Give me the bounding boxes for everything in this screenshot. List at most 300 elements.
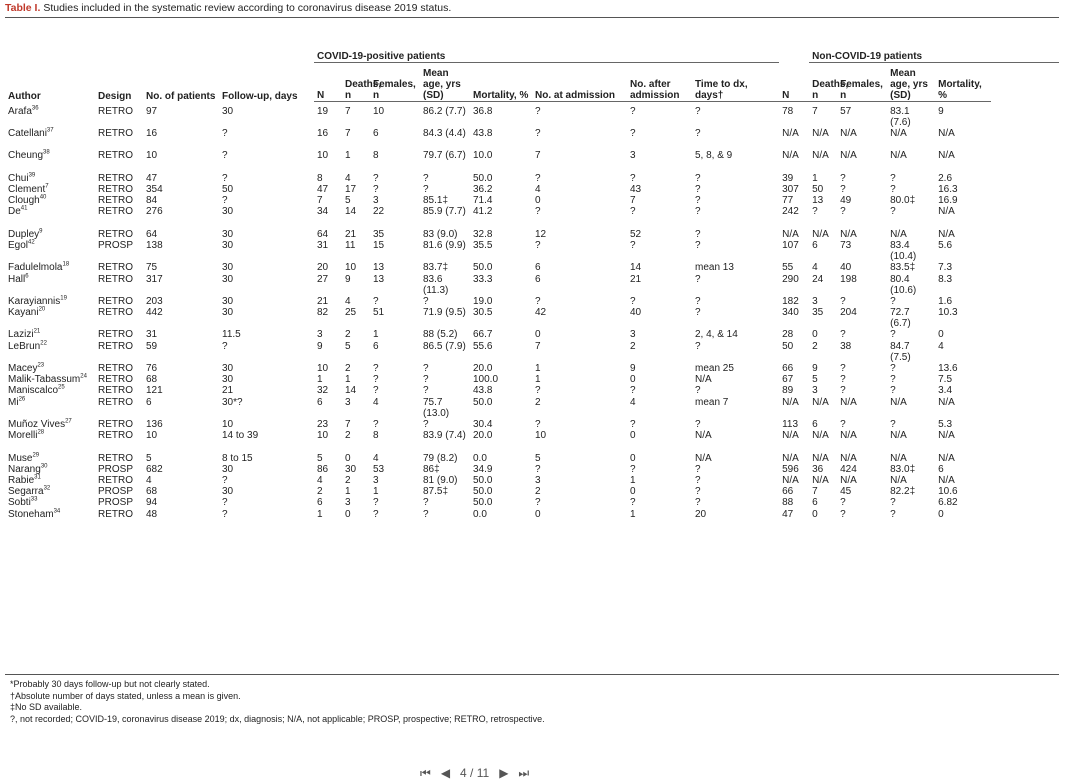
pos-age-cell: ? [423,508,429,520]
neg-females-cell: 40 [840,262,852,274]
neg-deaths-cell: N/A [812,452,829,464]
author-name: Mi [8,396,19,408]
table-row [5,262,1059,273]
pos-deaths-cell: 4 [345,172,351,184]
pos-mortality-cell: 50.0 [473,486,493,498]
time-dx-cell: ? [695,106,701,117]
neg-age-cell: 82.2‡ [890,486,916,498]
neg-mortality-cell: 7.5 [938,374,953,386]
at-admission-cell: ? [535,463,541,475]
neg-females-cell: ? [840,183,846,195]
pos-age-cell: 71.9 (9.5) [423,307,466,319]
at-admission-cell: ? [535,128,541,139]
author-cell [5,385,95,396]
neg-females-cell: 57 [840,106,852,117]
design-cell: PROSP [98,497,134,509]
footnote: *Probably 30 days follow-up but not clearly stated. [10,679,210,689]
design-cell: RETRO [98,363,133,375]
pos-mortality-cell: 30.5 [473,307,493,319]
at-admission-cell: 42 [535,307,547,319]
after-admission-cell: ? [630,385,636,397]
neg-n-cell: 107 [782,239,799,251]
neg-deaths-cell: N/A [812,150,829,162]
neg-n-cell: 113 [782,419,799,430]
design-cell: RETRO [98,474,133,486]
pos-females-cell: 8 [373,150,379,162]
neg-deaths-cell: 13 [812,195,824,207]
neg-females-cell: N/A [840,228,857,240]
at-admission-cell: ? [535,206,541,218]
followup-cell: ? [222,195,228,207]
neg-n-cell: 290 [782,273,799,285]
neg-age-cell: ? [890,497,896,509]
author-name: Macey [8,363,38,375]
neg-age-cell: 83.1 (7.6) [890,106,911,128]
neg-mortality-cell: N/A [938,474,955,486]
after-admission-cell: 3 [630,329,636,341]
neg-deaths-cell: 6 [812,239,818,251]
design-cell: RETRO [98,385,133,397]
neg-deaths-cell: 0 [812,329,818,341]
design-cell: RETRO [98,195,133,207]
after-admission-cell: ? [630,206,636,218]
n-patients-cell: 84 [146,195,158,207]
author-cell [5,184,95,195]
pos-age-cell: 84.3 (4.4) [423,128,466,139]
after-admission-cell: 1 [630,474,636,486]
design-cell: RETRO [98,172,133,184]
time-dx-cell: ? [695,419,701,430]
n-patients-cell: 68 [146,486,158,498]
table-row [5,497,1059,508]
pos-mortality-cell: 34.9 [473,463,493,475]
pos-n-cell: 6 [317,396,323,408]
reference-number: 42 [28,239,35,246]
author-name: Kayani [8,307,39,319]
pos-age-cell: ? [423,363,429,375]
pos-age-cell: ? [423,183,429,195]
prev-page-button[interactable]: ◀ [440,766,451,780]
author-name: De [8,206,21,218]
at-admission-cell: ? [535,419,541,430]
neg-n-cell: N/A [782,430,799,442]
n-patients-cell: 682 [146,463,163,475]
pos-mortality-cell: 50.0 [473,262,493,274]
pos-mortality-cell: 55.6 [473,340,493,352]
pos-females-cell: ? [373,508,379,520]
neg-mortality-cell: 16.3 [938,183,958,195]
pos-n-cell: 64 [317,228,329,240]
reference-number: 40 [39,194,47,201]
pos-n-cell: 31 [317,239,329,251]
after-admission-cell: 7 [630,195,636,207]
neg-deaths-cell: N/A [812,430,829,442]
pos-deaths-cell: 25 [345,307,357,319]
author-cell [5,274,95,296]
col-after-admission: No. after admission [627,63,692,102]
design-cell: RETRO [98,452,133,464]
author-name: Chui [8,172,29,184]
neg-age-cell: N/A [890,396,907,408]
col-pos-n: N [314,63,342,102]
neg-females-cell: 49 [840,195,852,207]
followup-cell: 21 [222,385,234,397]
pos-females-cell: 1 [373,486,379,498]
author-name: Arafa [8,105,32,117]
table-row [5,475,1059,486]
n-patients-cell: 64 [146,228,158,240]
next-page-button[interactable]: ▶ [499,766,509,780]
neg-age-cell: 80.4 (10.6) [890,273,917,296]
author-cell [5,486,95,497]
neg-mortality-cell: 8.3 [938,273,953,285]
n-patients-cell: 442 [146,307,163,319]
footnote: †Absolute number of days stated, unless a mean is given. [10,690,241,701]
pos-deaths-cell: 2 [345,329,351,341]
neg-age-cell: N/A [890,474,907,486]
pos-females-cell: ? [373,172,379,184]
neg-age-cell: 72.7 (6.7) [890,307,911,330]
followup-cell: 30 [222,206,234,218]
author-name: Morelli [8,430,38,442]
neg-n-cell: N/A [782,128,799,139]
neg-mortality-cell: 10.3 [938,307,958,319]
pos-n-cell: 20 [317,262,329,274]
after-admission-cell: ? [630,497,636,509]
followup-cell: 30 [222,228,234,240]
author-cell [5,341,95,363]
pos-n-cell: 19 [317,106,329,117]
author-name: Segarra [8,486,44,498]
neg-females-cell: N/A [840,128,857,139]
pos-age-cell: ? [423,419,429,430]
pos-age-cell: 87.5‡ [423,486,449,498]
pos-n-cell: 3 [317,329,323,341]
neg-females-cell: N/A [840,150,857,162]
neg-n-cell: 340 [782,307,799,319]
pos-age-cell: 83.7‡ [423,262,449,274]
reference-number: 27 [65,418,72,425]
neg-age-cell: N/A [890,430,907,442]
reference-number: 23 [37,362,45,369]
author-name: Malik-Tabassum [8,374,81,386]
time-dx-cell: ? [695,307,701,319]
reference-number: 9 [39,228,43,235]
pos-deaths-cell: 7 [345,128,351,139]
time-dx-cell: ? [695,228,701,240]
neg-females-cell: 38 [840,340,852,352]
design-cell: RETRO [98,340,133,352]
after-admission-cell: 3 [630,150,636,162]
neg-females-cell: 73 [840,239,852,251]
neg-age-cell: 83.4 (10.4) [890,239,917,262]
author-cell [5,363,95,374]
pos-deaths-cell: 5 [345,195,351,207]
design-cell: RETRO [98,273,133,285]
first-page-button[interactable]: ⏮ [420,766,431,780]
at-admission-cell: 0 [535,508,541,520]
time-dx-cell: ? [695,295,701,307]
neg-n-cell: 66 [782,486,794,498]
neg-deaths-cell: 6 [812,497,818,509]
design-cell: RETRO [98,374,133,386]
pos-females-cell: ? [373,363,379,375]
pos-age-cell: 88 (5.2) [423,329,458,341]
pos-age-cell: 85.1‡ [423,195,449,207]
neg-deaths-cell: ? [812,206,818,218]
pos-females-cell: 4 [373,452,379,464]
group-covid-positive: COVID-19-positive patients [314,34,779,63]
reference-number: 39 [28,172,36,179]
neg-deaths-cell: N/A [812,128,829,139]
neg-deaths-cell: 5 [812,374,818,386]
at-admission-cell: 4 [535,183,541,195]
pos-mortality-cell: 20.0 [473,430,493,442]
neg-deaths-cell: 24 [812,273,824,285]
pos-females-cell: ? [373,385,379,397]
pos-females-cell: 6 [373,128,379,139]
author-cell [5,464,95,475]
pos-mortality-cell: 36.8 [473,106,493,117]
reference-number: 37 [46,127,54,134]
pos-n-cell: 86 [317,463,329,475]
table-row [5,240,1059,262]
pos-n-cell: 6 [317,497,323,509]
at-admission-cell: 3 [535,474,541,486]
pos-mortality-cell: 41.2 [473,206,493,218]
neg-mortality-cell: 7.3 [938,262,953,274]
pos-females-cell: 53 [373,463,385,475]
neg-deaths-cell: 7 [812,486,818,498]
neg-mortality-cell: N/A [938,150,955,162]
at-admission-cell: 5 [535,452,541,464]
table-title: Studies included in the systematic review according to coronavirus disease 2019 status. [43,2,452,14]
neg-mortality-cell: 5.6 [938,239,953,251]
neg-mortality-cell: 16.9 [938,195,958,207]
neg-females-cell: N/A [840,396,857,408]
n-patients-cell: 31 [146,329,158,341]
author-name: Dupley [8,228,40,240]
followup-cell: 30*? [222,396,243,408]
pos-n-cell: 5 [317,452,323,464]
author-cell [5,419,95,430]
time-dx-cell: mean 25 [695,363,734,375]
neg-n-cell: 47 [782,508,794,520]
time-dx-cell: N/A [695,430,712,442]
page-navigator [420,766,529,781]
time-dx-cell: 2, 4, & 14 [695,329,738,341]
followup-cell: 10 [222,419,234,430]
neg-age-cell: 83.0‡ [890,463,916,475]
at-admission-cell: 7 [535,150,541,162]
at-admission-cell: 0 [535,195,541,207]
pos-deaths-cell: 9 [345,273,351,285]
pos-n-cell: 32 [317,385,329,397]
time-dx-cell: mean 7 [695,396,729,408]
pos-age-cell: 81 (9.0) [423,474,458,486]
author-cell [5,229,95,240]
neg-mortality-cell: 10.6 [938,486,958,498]
pos-n-cell: 10 [317,363,329,375]
followup-cell: ? [222,340,228,352]
followup-cell: 50 [222,183,234,195]
after-admission-cell: 1 [630,508,636,520]
neg-deaths-cell: N/A [812,228,829,240]
neg-mortality-cell: N/A [938,430,955,442]
after-admission-cell: 9 [630,363,636,375]
time-dx-cell: ? [695,239,701,251]
pos-mortality-cell: 30.4 [473,419,493,430]
n-patients-cell: 10 [146,150,158,162]
neg-age-cell: 83.5‡ [890,262,916,274]
table-row [5,184,1059,195]
group-non-covid: Non-COVID-19 patients [809,34,1059,63]
pos-n-cell: 7 [317,195,323,207]
n-patients-cell: 203 [146,295,163,307]
at-admission-cell: 12 [535,228,547,240]
pos-females-cell: ? [373,295,379,307]
pos-females-cell: 15 [373,239,385,251]
pos-deaths-cell: 1 [345,486,351,498]
reference-number: 36 [31,105,39,112]
author-cell [5,262,95,273]
author-name: Catellani [8,128,47,139]
table-row [5,486,1059,497]
neg-age-cell: ? [890,172,896,184]
time-dx-cell: ? [695,273,701,285]
pos-deaths-cell: 5 [345,340,351,352]
neg-mortality-cell: N/A [938,206,955,218]
neg-mortality-cell: 9 [938,106,944,117]
author-cell [5,329,95,340]
pos-deaths-cell: 30 [345,463,357,475]
author-name: Muse [8,452,33,464]
pos-females-cell: 35 [373,228,385,240]
time-dx-cell: 5, 8, & 9 [695,150,733,162]
followup-cell: ? [222,150,228,162]
bottom-rule [5,674,1059,675]
pos-n-cell: 47 [317,183,329,195]
reference-number: 22 [40,340,47,347]
design-cell: PROSP [98,463,134,475]
n-patients-cell: 138 [146,239,163,251]
pos-age-cell: 86.5 (7.9) [423,340,466,352]
col-at-admission: No. at admission [532,63,627,102]
pos-mortality-cell: 20.0 [473,363,493,375]
table-row [5,229,1059,240]
pos-age-cell: ? [423,374,429,386]
n-patients-cell: 10 [146,430,158,442]
author-name: Egol [8,239,29,251]
after-admission-cell: 14 [630,262,642,274]
pos-females-cell: 13 [373,262,385,274]
n-patients-cell: 68 [146,374,158,386]
at-admission-cell: 2 [535,396,541,408]
neg-n-cell: 39 [782,172,794,184]
time-dx-cell: ? [695,385,701,397]
time-dx-cell: ? [695,497,701,509]
author-name: Fadulelmola [8,262,63,274]
n-patients-cell: 5 [146,452,152,464]
n-patients-cell: 94 [146,497,158,509]
neg-deaths-cell: 3 [812,295,818,307]
neg-females-cell: 45 [840,486,852,498]
design-cell: RETRO [98,150,133,162]
pos-deaths-cell: 14 [345,206,357,218]
author-cell [5,374,95,385]
after-admission-cell: 0 [630,374,636,386]
pos-deaths-cell: 2 [345,430,351,442]
after-admission-cell: ? [630,106,636,117]
time-dx-cell: N/A [695,374,712,386]
at-admission-cell: ? [535,239,541,251]
followup-cell: ? [222,474,228,486]
reference-number: 28 [37,429,45,436]
design-cell: RETRO [98,105,133,117]
pos-mortality-cell: 50.0 [473,172,493,184]
neg-n-cell: 242 [782,206,799,218]
followup-cell: 11.5 [222,329,241,341]
time-dx-cell: ? [695,474,701,486]
neg-females-cell: ? [840,295,846,307]
at-admission-cell: ? [535,497,541,509]
table-row [5,374,1059,385]
neg-mortality-cell: 6 [938,463,944,475]
table-row [5,341,1059,363]
neg-age-cell: 84.7 (7.5) [890,340,911,363]
neg-age-cell: ? [890,419,896,430]
time-dx-cell: 20 [695,508,707,520]
author-cell [5,128,95,150]
last-page-button[interactable]: ⏭ [518,766,530,780]
time-dx-cell: ? [695,128,701,139]
col-pos-females: Females, n [370,63,420,102]
followup-cell: ? [222,172,228,184]
top-rule [5,17,1059,18]
pos-age-cell: ? [423,497,429,509]
after-admission-cell: ? [630,463,636,475]
table-caption [5,2,451,14]
time-dx-cell: mean 13 [695,262,734,274]
n-patients-cell: 47 [146,172,158,184]
col-design: Design [98,90,132,102]
neg-n-cell: N/A [782,150,799,162]
after-admission-cell: 21 [630,273,642,285]
author-cell [5,475,95,486]
neg-mortality-cell: 1.6 [938,295,953,307]
reference-number: 7 [45,183,49,190]
neg-age-cell: ? [890,329,896,341]
after-admission-cell: ? [630,295,636,307]
pos-females-cell: ? [373,183,379,195]
author-name: Lazizi [8,329,34,341]
pos-mortality-cell: 50.0 [473,474,493,486]
col-pos-deaths: Deaths, n [342,63,370,102]
n-patients-cell: 354 [146,183,163,195]
footnote: ‡No SD available. [10,702,83,712]
neg-females-cell: ? [840,497,846,509]
neg-females-cell: ? [840,329,846,341]
neg-n-cell: 89 [782,385,794,397]
reference-number: 41 [20,206,28,213]
pos-deaths-cell: 7 [345,419,351,430]
neg-age-cell: N/A [890,128,907,139]
pos-mortality-cell: 36.2 [473,183,493,195]
followup-cell: 14 to 39 [222,430,259,442]
table-row [5,453,1059,464]
pos-females-cell: ? [373,497,379,509]
neg-deaths-cell: 9 [812,363,818,375]
